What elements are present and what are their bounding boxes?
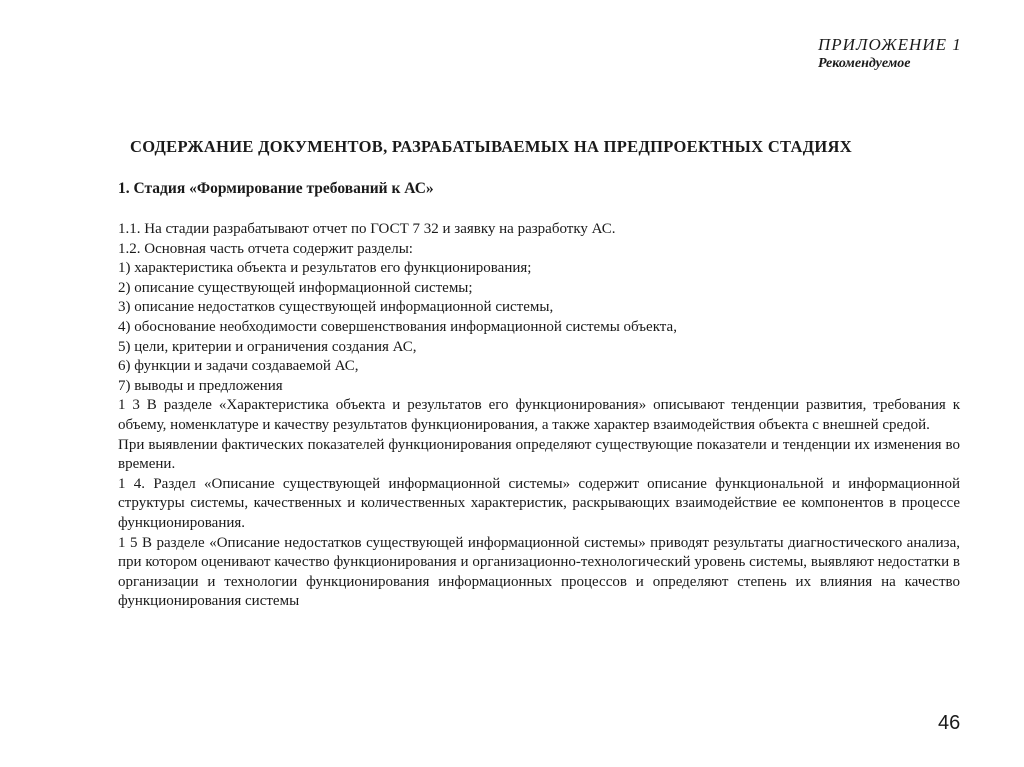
list-item-2: 2) описание существующей информационной системы; xyxy=(118,279,473,296)
paragraph-1-4: 1 4. Раздел «Описание существующей информационной системы» содержит описание функциональной и информационной структуры системы, качественных и количественных характеристик, раскрывающих взаимодействие ее компонентов в процессе функционирования. xyxy=(118,475,960,531)
list-item-5: 5) цели, критерии и ограничения создания АС, xyxy=(118,338,417,355)
list-item-7: 7) выводы и предложения xyxy=(118,377,283,394)
list-item-3: 3) описание недостатков существующей информационной системы, xyxy=(118,299,554,316)
appendix-title: ПРИЛОЖЕНИЕ 1 xyxy=(818,35,962,54)
document-body xyxy=(118,220,960,612)
paragraph-1-5: 1 5 В разделе «Описание недостатков существующей информационной системы» приводят результаты диагностического анализа, при котором оценивают качество функционирования и организационно-технологический уровень системы, выявляют недостатки в организации и технологии функционирования информационных процессов и определяют степень их влияния на качество функционирования системы xyxy=(118,534,960,610)
page-number: 46 xyxy=(938,712,961,734)
list-item-1: 1) характеристика объекта и результатов его функционирования; xyxy=(118,260,532,277)
list-item-6: 6) функции и задачи создаваемой АС, xyxy=(118,358,359,375)
stage-heading: 1. Стадия «Формирование требований к АС» xyxy=(118,180,434,197)
text-line-1-2: 1.2. Основная часть отчета содержит разделы: xyxy=(118,240,413,257)
document-title: СОДЕРЖАНИЕ ДОКУМЕНТОВ, РАЗРАБАТЫВАЕМЫХ НА ПРЕДПРОЕКТНЫХ СТАДИЯХ xyxy=(130,137,852,156)
list-item-4: 4) обоснование необходимости совершенствования информационной системы объекта, xyxy=(118,318,677,335)
text-line-1-1: 1.1. На стадии разрабатывают отчет по ГОСТ 7 32 и заявку на разработку АС. xyxy=(118,221,616,237)
paragraph-indicators: При выявлении фактических показателей функционирования определяют существующие показатели и тенденции их изменения во времени. xyxy=(118,436,960,473)
paragraph-1-3: 1 3 В разделе «Характеристика объекта и результатов его функционирования» описывают тенденции развития, требования к объему, номенклатуре и качеству результатов функционирования, а также характер взаимодействия объекта с внешней средой. xyxy=(118,397,960,433)
appendix-subtitle: Рекомендуемое xyxy=(818,56,911,71)
appendix-label xyxy=(818,35,962,73)
